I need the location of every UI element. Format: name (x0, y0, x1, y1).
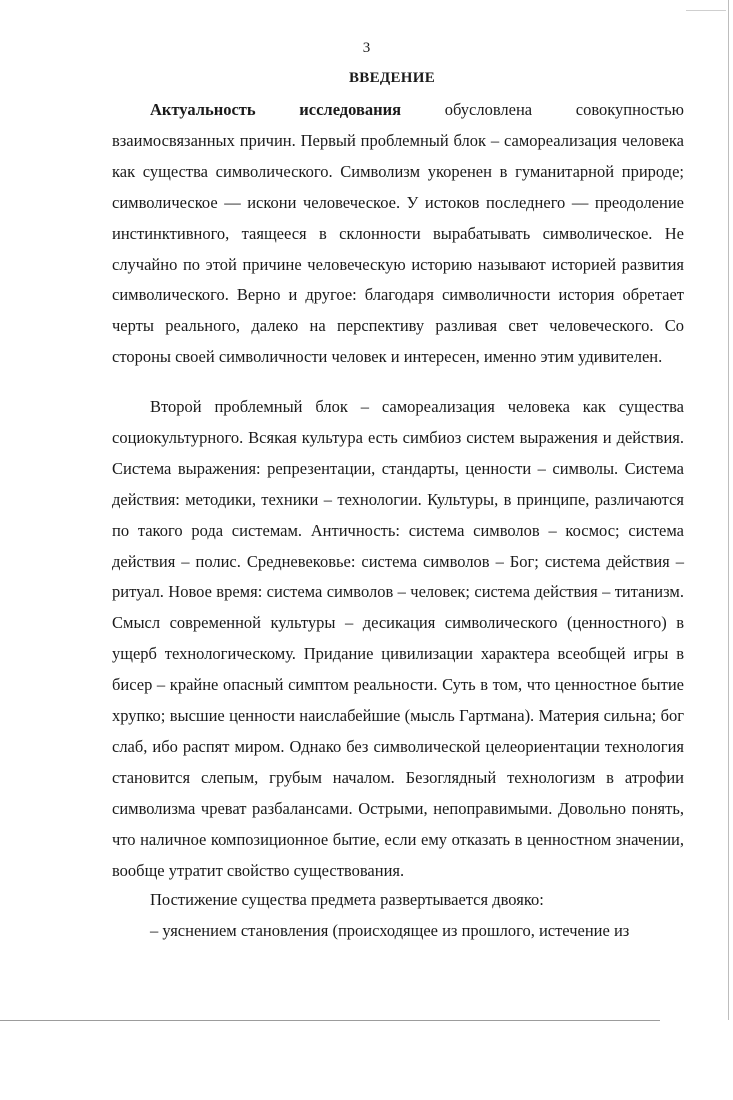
paragraph-relevance (112, 95, 684, 373)
paragraph-1 (112, 95, 684, 373)
paragraph-1-text: обусловлена совокупностью взаимосвязанных причин. Первый проблемный блок – самореализация человека как существа символического. Символизм укоренен в гуманитарной природе; символическое — искони человеческое. У истоков последнего — преодоление инстинктивного, таящееся в склонности вырабатывать символическое. Не случайно по этой причине человеческую историю называют историей развития символического. Верно и другое: благодаря символичности история обретает черты реального, далеко на перспективу разливая свет человеческого. Со стороны своей символичности человек и интересен, именно этим удивителен. (112, 100, 684, 367)
paragraph-3: Постижение существа предмета развертывается двояко: (150, 890, 544, 909)
list-item-dash (112, 916, 684, 947)
scan-edge-line-right (728, 0, 729, 1020)
paragraph-1-lead: Актуальность исследования (150, 100, 402, 119)
scan-edge-line-bottom (0, 1020, 660, 1021)
paragraph-comprehension (112, 885, 684, 916)
paragraph-4: – уяснением становления (происходящее из прошлого, истечение из (150, 921, 630, 940)
scan-edge-line-top (686, 10, 726, 11)
paragraph-2: Второй проблемный блок – самореализация человека как существа социокультурного. Всякая культура есть симбиоз систем выражения и действия. Система выражения: репрезентации, стандарты, ценности – символы. Система действия: методики, техники – технологии. Культуры, в принципе, различаются по такого рода системам. Античность: система символов – космос; система действия – полис. Средневековье: система символов – Бог; система действия – ритуал. Новое время: система символов – человек; система действия – титанизм. Смысл современной культуры – десикация символического (ценностного) в ущерб технологическому. Придание цивилизации характера всеобщей игры в бисер – крайне опасный симптом реальности. Суть в том, что ценностное бытие хрупко; высшие ценности наислабейшие (мысль Гартмана). Материя сильна; бог слаб, ибо распят миром. Однако без символической целеориентации технология становится слепым, грубым началом. Безоглядный технологизм в атрофии символизма чреват разбалансами. Острыми, непоправимыми. Довольно понять, что наличное композиционное бытие, если ему отказать в ценностном значении, вообще утратит свойство существования. (112, 397, 684, 880)
paragraph-second-block (112, 392, 684, 887)
page-title: ВВЕДЕНИЕ (348, 70, 436, 86)
page-number: 3 (362, 40, 371, 56)
